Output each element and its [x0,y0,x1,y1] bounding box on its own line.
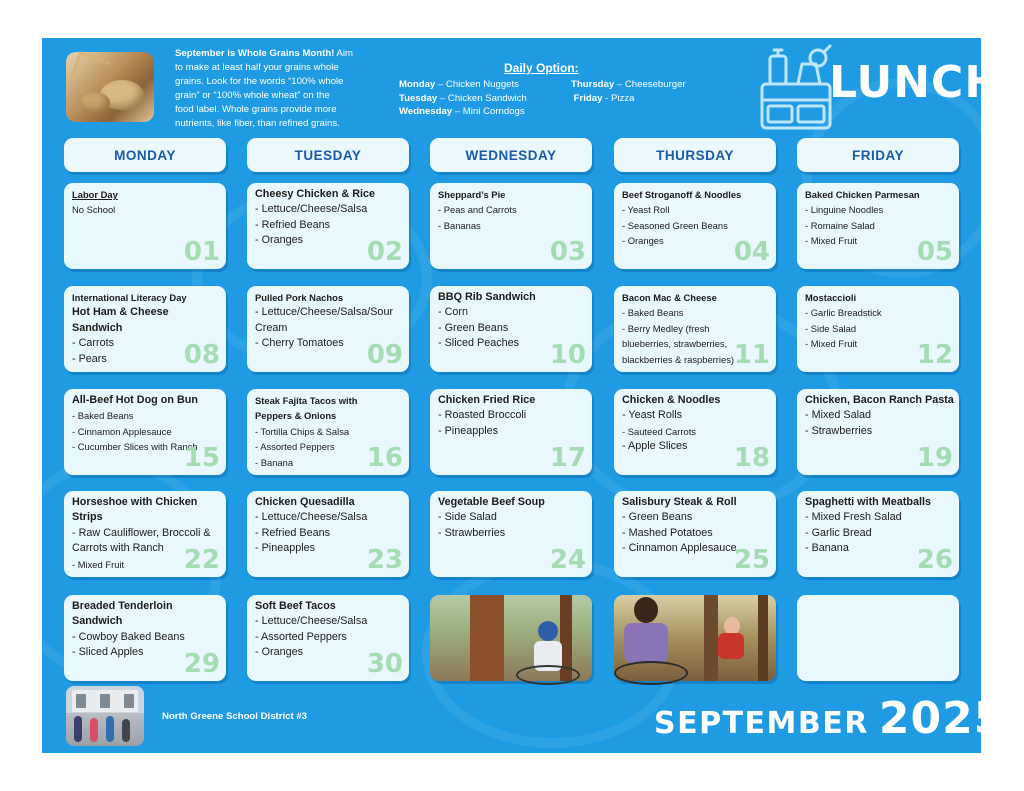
menu-item: - Carrots [72,337,114,350]
menu-item: - Oranges [622,235,664,247]
day-number: 02 [366,237,403,267]
menu-item: - Cowboy Baked Beans [72,630,185,643]
menu-day-cell [64,491,226,577]
menu-day-cell [247,389,409,475]
weekday-header-monday: MONDAY [64,138,226,172]
menu-item: - Apple Slices [622,440,688,453]
month-year-title [654,694,1005,753]
menu-entree: Sheppard’s Pie [438,189,506,200]
menu-item: - Cinnamon Applesauce [622,542,737,555]
menu-item: - Assorted Peppers [255,441,335,453]
intro-heading: September is Whole Grains Month! [175,48,335,59]
menu-item: - Lettuce/Cheese/Salsa [255,511,368,524]
menu-entree: Salisbury Steak & Roll [622,496,737,508]
menu-items [438,495,586,541]
school-children-photo [66,686,144,746]
menu-entree: Mostaccioli [805,292,857,303]
menu-item: - Mixed Fruit [72,558,125,570]
menu-day-cell [430,389,592,475]
menu-item: - Cherry Tomatoes [255,337,344,350]
menu-item: - Side Salad [438,511,497,524]
daily-option-day: Wednesday [399,106,453,118]
menu-item: - Seasoned Green Beans [622,219,728,231]
menu-item: - Mashed Potatoes [622,526,713,539]
day-number: 08 [183,340,220,370]
intro-text: Aim [336,48,354,59]
menu-item: - Sliced Peaches [438,337,520,350]
menu-items [805,393,953,439]
menu-day-cell [614,389,776,475]
whole-grains-intro [175,47,383,131]
menu-item: - Yeast Roll [622,204,670,216]
menu-item: - Baked Beans [622,307,684,319]
menu-day-cell [64,595,226,681]
day-number: 04 [733,237,770,267]
menu-entree: Breaded Tenderloin [72,600,173,612]
menu-entree: Beef Stroganoff & Noodles [622,189,742,200]
menu-item: - Pears [72,352,107,365]
menu-item: Cream [255,321,288,334]
menu-day-cell [430,286,592,372]
menu-item: - Baked Beans [72,410,134,422]
day-number: 11 [733,340,770,370]
day-number: 15 [183,443,220,473]
menu-item: - Tortilla Chips & Salsa [255,425,350,437]
menu-item: - Strawberries [438,526,506,539]
menu-item: - Garlic Bread [805,526,872,539]
menu-day-cell [797,389,959,475]
day-number: 26 [916,545,953,575]
intro-text: grain” or “100% whole wheat” on the [175,90,330,101]
menu-day-cell [64,286,226,372]
menu-item: - Assorted Peppers [255,630,347,643]
menu-item: Hot Ham & Cheese [72,306,169,319]
menu-item: - Banana [805,542,849,555]
daily-option-item [399,105,527,119]
menu-item: - Mixed Fruit [805,235,858,247]
menu-item: - Sliced Apples [72,646,144,659]
menu-day-cell [614,491,776,577]
menu-entree: Chicken & Noodles [622,394,721,406]
menu-day-cell [64,183,226,269]
menu-item: - Strawberries [805,424,873,437]
menu-item: - Lettuce/Cheese/Salsa [255,203,368,216]
menu-item: blackberries & raspberries) [622,353,735,365]
menu-entree: Cheesy Chicken & Rice [255,188,376,200]
menu-day-cell [64,389,226,475]
menu-day-cell [247,595,409,681]
menu-item: - Raw Cauliflower, Broccoli & [72,526,211,539]
day-number: 18 [733,443,770,473]
menu-item: - Mixed Salad [805,409,872,422]
menu-day-cell [247,491,409,577]
weekday-header-thursday: THURSDAY [614,138,776,172]
menu-entree: Chicken, Bacon Ranch Pasta [805,394,954,406]
menu-items [72,187,220,218]
lunch-title: LUNCH [829,57,1003,108]
lunchbox-icon [754,42,840,134]
daily-option-title: Daily Option: [504,61,579,75]
daily-option-column [571,78,686,105]
menu-item: - Pineapples [438,424,499,437]
menu-entree: Pulled Pork Nachos [255,292,344,303]
day-number: 29 [183,649,220,679]
menu-entree: All-Beef Hot Dog on Bun [72,394,198,406]
menu-item: - Romaine Salad [805,219,875,231]
menu-item: - Linguine Noodles [805,204,884,216]
menu-day-cell [430,491,592,577]
day-number: 17 [549,443,586,473]
weekday-header-tuesday: TUESDAY [247,138,409,172]
daily-option-food: – Chicken Nuggets [435,79,519,90]
menu-items [438,393,586,439]
day-number: 01 [183,237,220,267]
daily-option-day: Friday [573,92,603,104]
menu-day-cell [797,286,959,372]
day-number: 19 [916,443,953,473]
day-number: 30 [366,649,403,679]
menu-day-cell [614,183,776,269]
day-number: 16 [366,443,403,473]
calendar-sheet [42,38,1006,753]
menu-item: - Mixed Fresh Salad [805,511,902,524]
day-number: 23 [366,545,403,575]
day-number: 25 [733,545,770,575]
menu-item: - Green Beans [438,321,509,334]
weekday-header-friday: FRIDAY [797,138,959,172]
menu-item: - Banana [255,456,294,468]
menu-entree: Vegetable Beef Soup [438,496,545,508]
menu-item: - Sauteed Carrots [622,425,696,437]
menu-item: - Refried Beans [255,526,331,539]
menu-day-cell [430,183,592,269]
menu-entree: International Literacy Day [72,292,187,303]
menu-item: - Oranges [255,234,304,247]
menu-day-cell [247,183,409,269]
menu-day-cell [247,286,409,372]
menu-item: - Mixed Fruit [805,338,858,350]
district-name: North Greene School District #3 [162,711,308,722]
day-number: 12 [916,340,953,370]
weekday-header-wednesday: WEDNESDAY [430,138,592,172]
menu-item: - Cucumber Slices with Ranch [72,441,198,453]
menu-entree: Steak Fajita Tacos with [255,395,358,406]
menu-item: - Green Beans [622,511,693,524]
day-number: 05 [916,237,953,267]
menu-item: - Yeast Rolls [622,409,683,422]
day-number: 24 [549,545,586,575]
daily-option-food: – Chicken Sandwich [437,92,527,104]
menu-item: - Pineapples [255,542,316,555]
menu-item: blueberries, strawberries, [622,338,728,350]
daily-option-food: – Cheeseburger [614,79,686,90]
menu-day-cell [614,286,776,372]
daily-option-column [399,78,527,119]
menu-item: - Garlic Breadstick [805,307,882,319]
menu-item: Strips [72,511,103,524]
daily-option-food: – Mini Corndogs [452,106,525,118]
intro-text: nutrients, like fiber, than refined grains. [175,118,340,129]
menu-entree: Chicken Fried Rice [438,394,536,406]
intro-text: to make at least half your grains whole [175,62,339,73]
kids-biking-photo [430,595,592,681]
menu-entree: Labor Day [72,189,118,200]
menu-item: - Peas and Carrots [438,204,517,216]
day-number: 22 [183,545,220,575]
menu-item: Sandwich [72,615,123,628]
year-label: 2025 [878,693,1006,744]
day-number: 10 [549,340,586,370]
menu-item: - Bananas [438,219,481,231]
menu-day-cell [797,183,959,269]
day-number: 03 [549,237,586,267]
menu-item: No School [72,204,116,216]
day-number: 09 [366,340,403,370]
menu-item: - Corn [438,306,468,319]
menu-item: Sandwich [72,321,123,334]
menu-entree: BBQ Rib Sandwich [438,291,536,303]
intro-text: food label. Whole grains provide more [175,104,337,115]
menu-item: - Roasted Broccoli [438,409,527,422]
menu-entree: Baked Chicken Parmesan [805,189,920,200]
menu-entree: Bacon Mac & Cheese [622,292,717,303]
daily-option-item [571,92,686,106]
empty-day-cell [797,595,959,681]
daily-option-item [399,92,527,106]
menu-entree: Horseshoe with Chicken [72,496,198,508]
menu-item: - Cinnamon Applesauce [72,425,172,437]
daily-option-item [571,78,686,92]
month-label: SEPTEMBER [654,706,869,741]
daily-option-day: Tuesday [399,92,438,104]
menu-item: - Lettuce/Cheese/Salsa [255,615,368,628]
daily-option-day: Thursday [571,79,615,90]
menu-item: - Berry Medley (fresh [622,322,710,334]
intro-text: grains. Look for the words “100% whole [175,76,344,87]
menu-item: - Side Salad [805,322,857,334]
daily-option-food: - Pizza [602,92,635,104]
daily-option-item [399,78,527,92]
menu-items [438,187,586,233]
daily-option-day: Monday [399,79,436,90]
menu-item: - Refried Beans [255,218,331,231]
whole-grain-bread-photo [66,52,154,122]
menu-item: Carrots with Ranch [72,542,164,555]
menu-item: - Lettuce/Cheese/Salsa/Sour [255,306,394,319]
menu-entree: Spaghetti with Meatballs [805,496,931,508]
menu-item: - Oranges [255,646,304,659]
kids-biking-photo [614,595,776,681]
menu-day-cell [797,491,959,577]
menu-entree: Soft Beef Tacos [255,600,336,612]
menu-item: Peppers & Onions [255,410,337,422]
menu-entree: Chicken Quesadilla [255,496,355,508]
